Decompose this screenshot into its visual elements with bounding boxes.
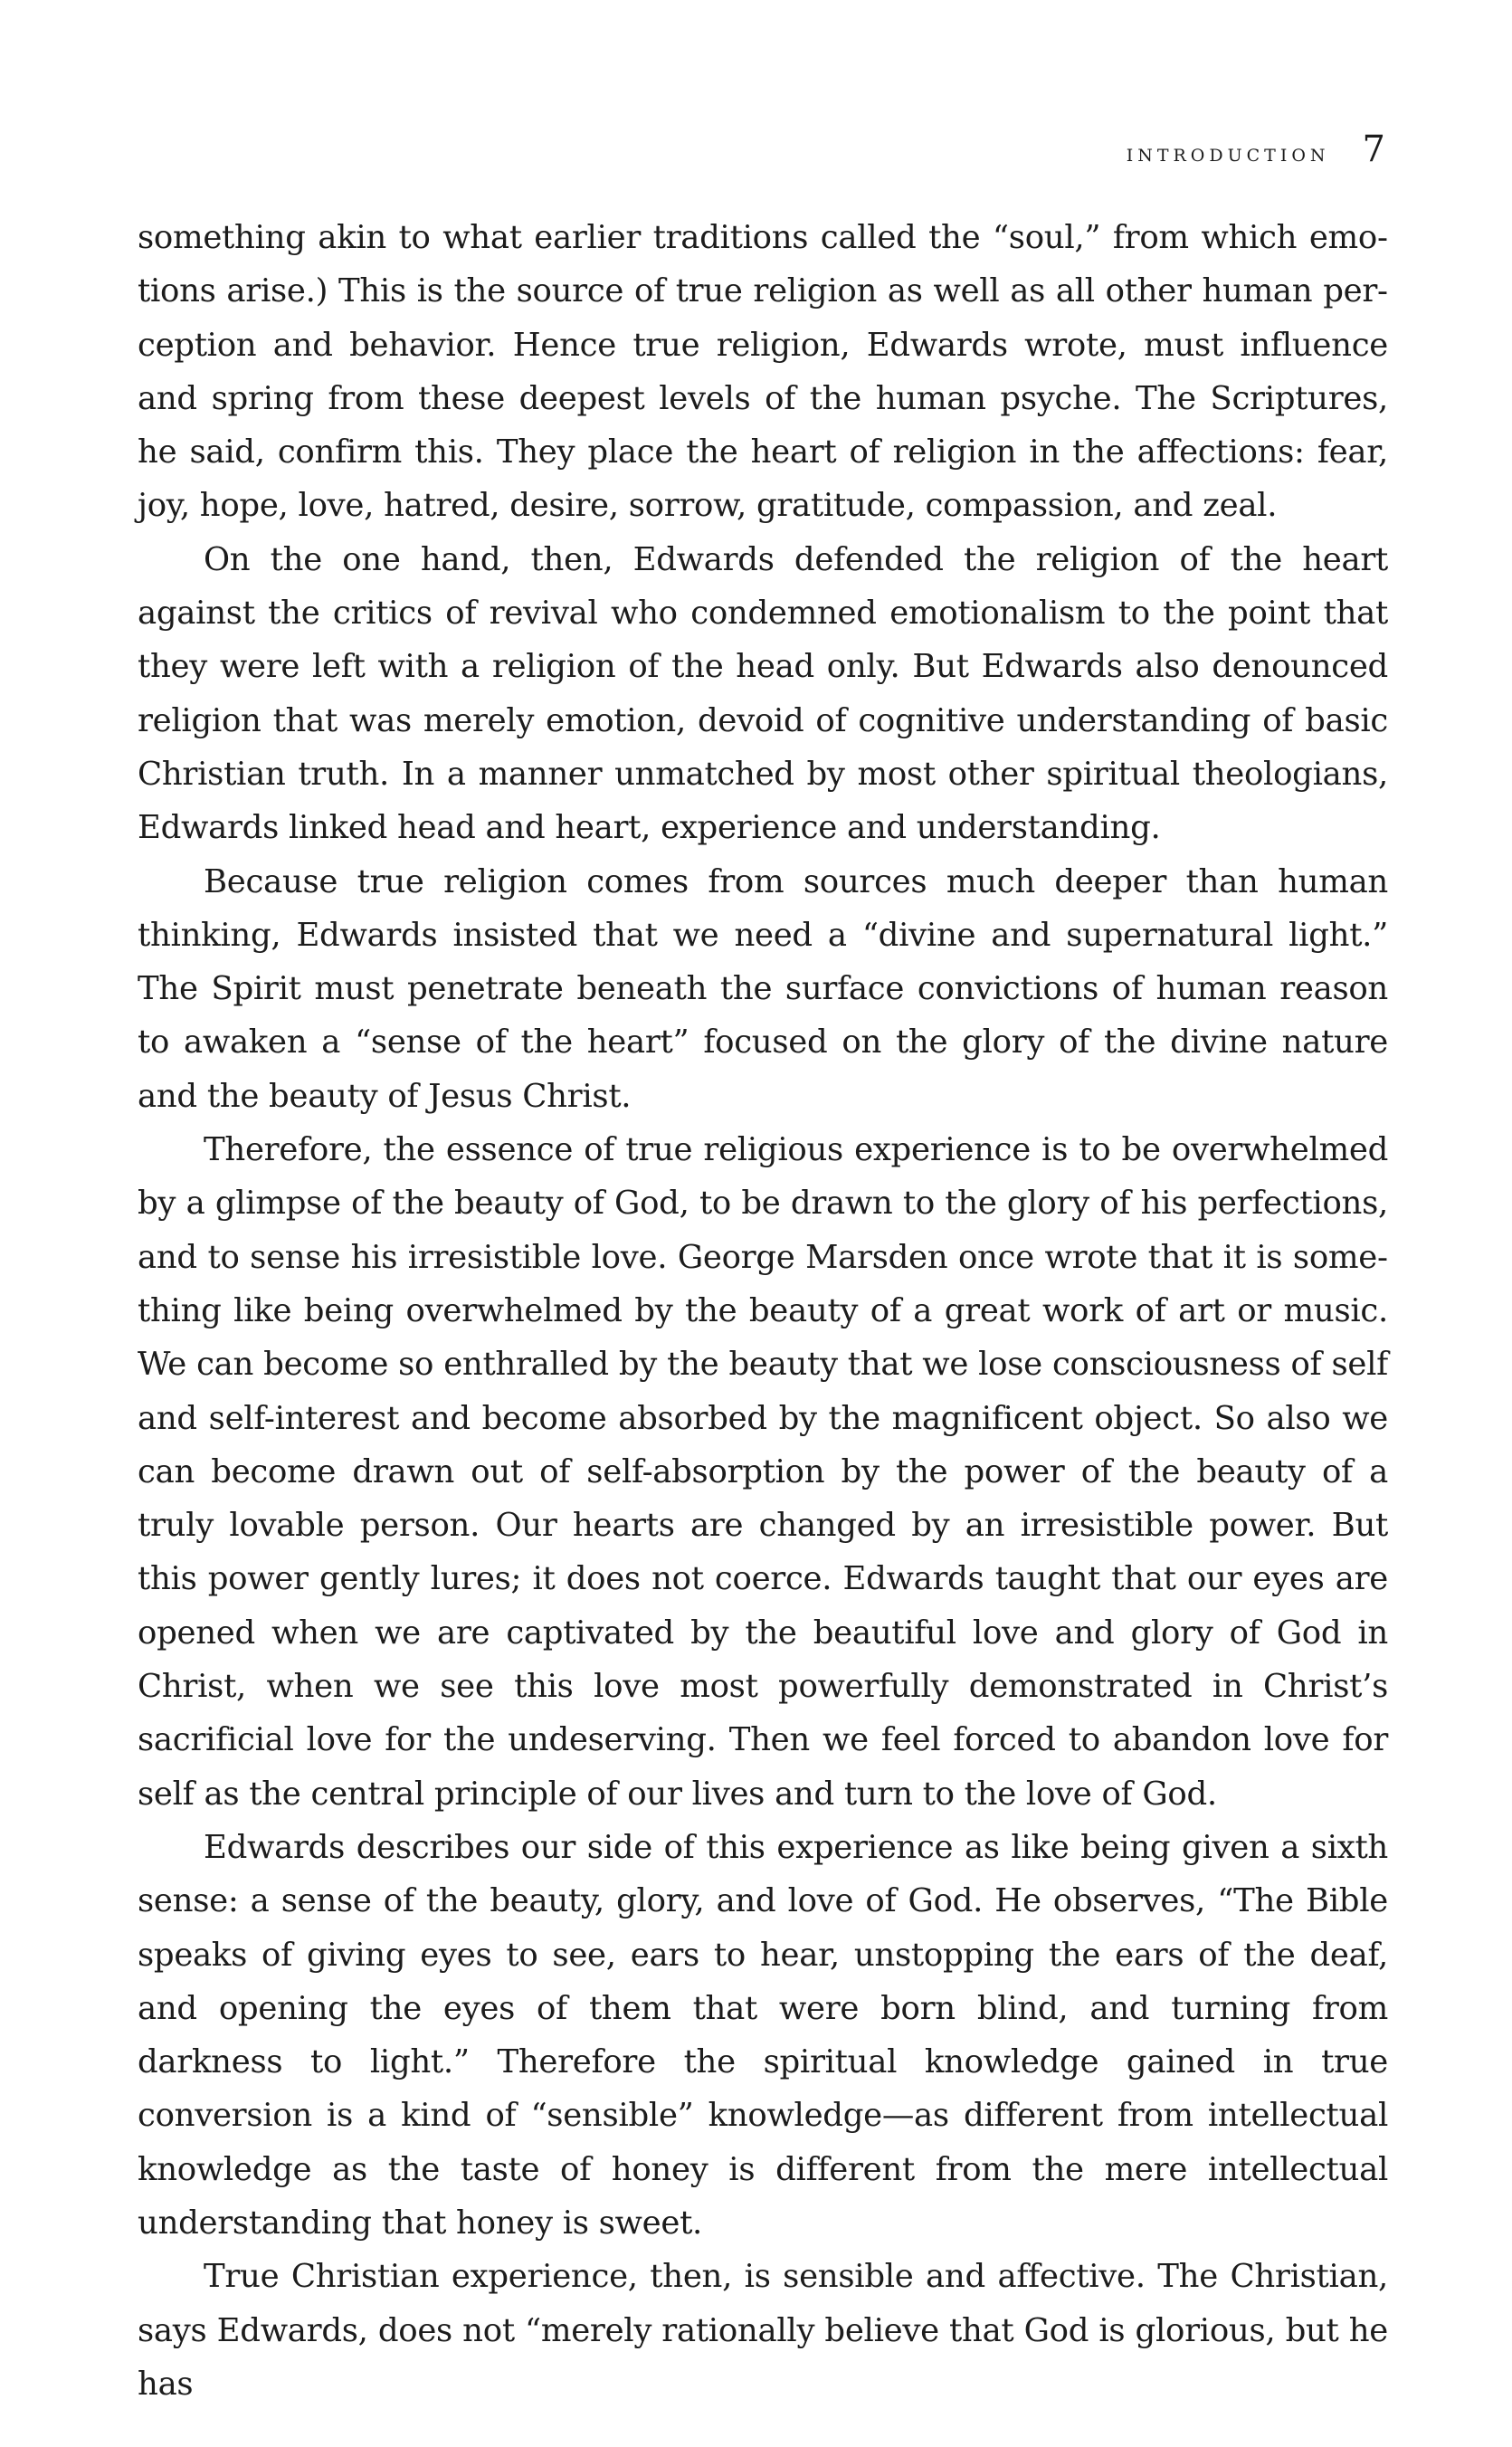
running-head [1127, 129, 1385, 170]
paragraph: Because true religion comes from sources much deeper than human thinking, Edwards insisted that we need a “divine and supernatural light.” The Spirit must penetrate beneath the surface convictions of human reason to awaken a “sense of the heart” focused on the glory of the divine nature and the beauty of Jesus Christ. [138, 862, 1388, 1115]
page-number: 7 [1362, 129, 1385, 170]
paragraph: something akin to what earlier traditions called the “soul,” from which emotions arise.) This is the source of true religion as well as all other human perception and behavior. Hence true religion, Edwards wrote, must influence and spring from these deepest levels of the human psyche. The Scriptures, he said, confirm this. They place the heart of religion in the affections: fear, joy, hope, love, hatred, desire, sorrow, gratitude, compassion, and zeal. [138, 219, 1388, 525]
paragraph: Therefore, the essence of true religious experience is to be overwhelmed by a glimpse of the beauty of God, to be drawn to the glory of his perfections, and to sense his irresistible love. George Marsden once wrote that it is something like being overwhelmed by the beauty of a great work of art or music. We can become so enthralled by the beauty that we lose consciousness of self and self-interest and become absorbed by the magnificent object. So also we can become drawn out of self-absorption by the power of the beauty of a truly lovable person. Our hearts are changed by an irresistible power. But this power gently lures; it does not coerce. Edwards taught that our eyes are opened when we are captivated by the beautiful love and glory of God in Christ, when we see this love most powerfully demonstrated in Christ’s sacrificial love for the undeserving. Then we feel forced to abandon love for self as the central principle of our lives and turn to the love of God. [138, 1131, 1388, 1813]
body-text [138, 211, 1388, 2411]
paragraph: True Christian experience, then, is sensible and affective. The Christian, says Edwards, does not “merely rationally believe that God is glorious, but he has [138, 2258, 1388, 2403]
paragraph: On the one hand, then, Edwards defended the religion of the heart against the critics of revival who condemned emotionalism to the point that they were left with a religion of the head only. But Edwards also denounced religion that was merely emotion, devoid of cognitive understanding of basic Christian truth. In a manner unmatched by most other spiritual theologians, Edwards linked head and heart, experience and understanding. [138, 540, 1388, 847]
paragraph: Edwards describes our side of this experience as like being given a sixth sense: a sense of the beauty, glory, and love of God. He observes, “The Bible speaks of giving eyes to see, ears to hear, unstopping the ears of the deaf, and opening the eyes of them that were born blind, and turning from darkness to light.” Therefore the spiritual knowledge gained in true conversion is a kind of “sensible” knowledge—as different from intellectual knowledge as the taste of honey is different from the mere intellectual understanding that honey is sweet. [138, 1828, 1388, 2242]
running-head-title: introduction [1126, 139, 1330, 167]
